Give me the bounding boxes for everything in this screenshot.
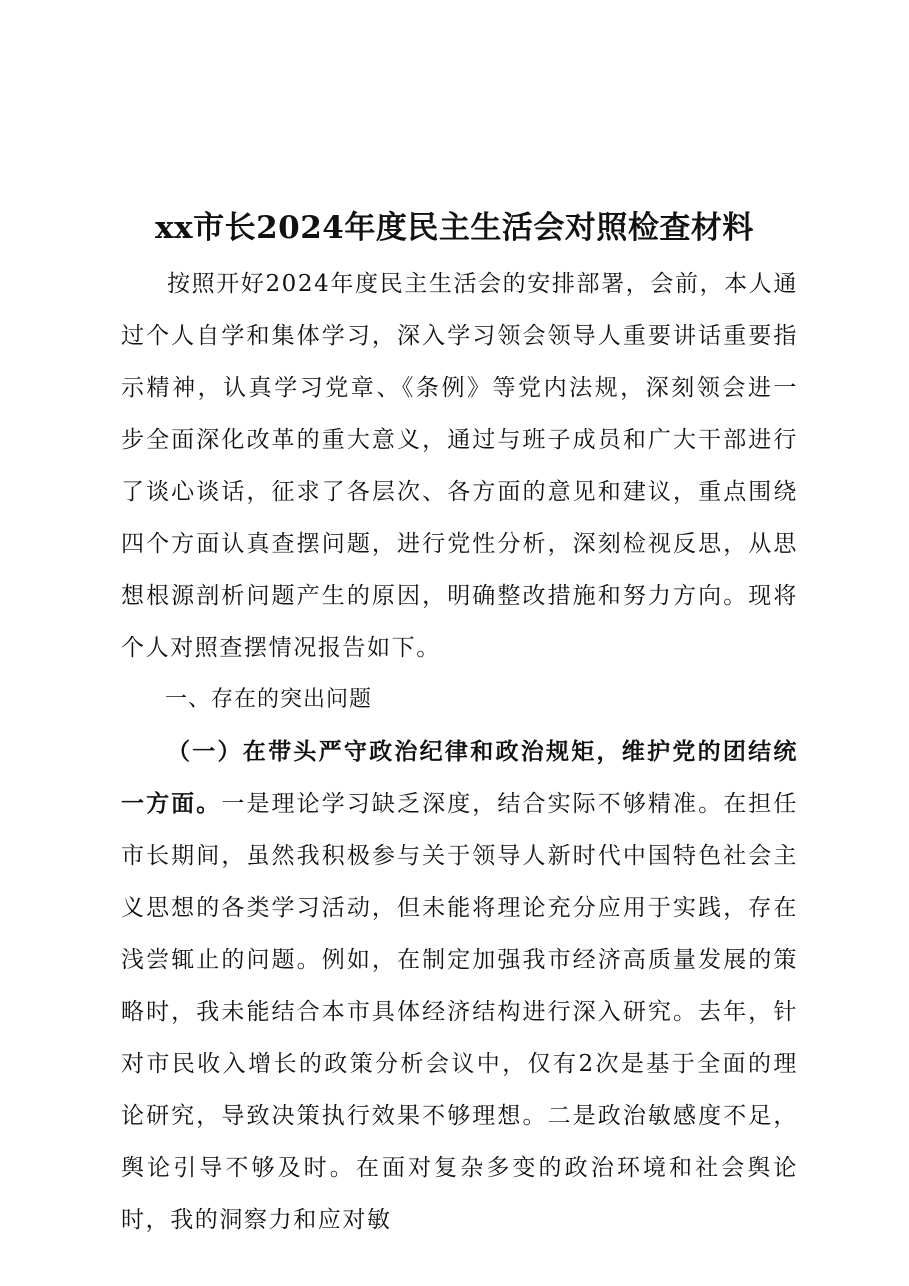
intro-paragraph: 按照开好2024年度民主生活会的安排部署，会前，本人通过个人自学和集体学习，深入学习领会领导人重要讲话重要指示精神，认真学习党章、《条例》等党内法规，深刻领会进一步全面深化改革的重大意义，通过与班子成员和广大干部进行了谈心谈话，征求了各层次、各方面的意见和建议，重点围绕四个方面认真查摆问题，进行党性分析，深刻检视反思，从思想根源剖析问题产生的原因，明确整改措施和努力方向。现将个人对照查摆情况报告如下。 (121, 271, 798, 661)
subsection-paragraph-1 (121, 726, 798, 1246)
section-heading-1: 一、存在的突出问题 (165, 687, 373, 712)
document-body (121, 258, 798, 1246)
subsection-title-1: （一）在带头严守政治纪律和政治规矩，维护党的团结统一方面。 (121, 738, 798, 817)
subsection-body-1: 一是理论学习缺乏深度，结合实际不够精准。在担任市长期间，虽然我积极参与关于领导人新时代中国特色社会主义思想的各类学习活动，但未能将理论充分应用于实践，存在浅尝辄止的问题。例如，在制定加强我市经济高质量发展的策略时，我未能结合本市具体经济结构进行深入研究。去年，针对市民收入增长的政策分析会议中，仅有2次是基于全面的理论研究，导致决策执行效果不够理想。二是政治敏感度不足，舆论引导不够及时。在面对复杂多变的政治环境和社会舆论时，我的洞察力和应对敏 (121, 791, 798, 1233)
document-title: xx市长2024年度民主生活会对照检查材料 (155, 209, 754, 246)
